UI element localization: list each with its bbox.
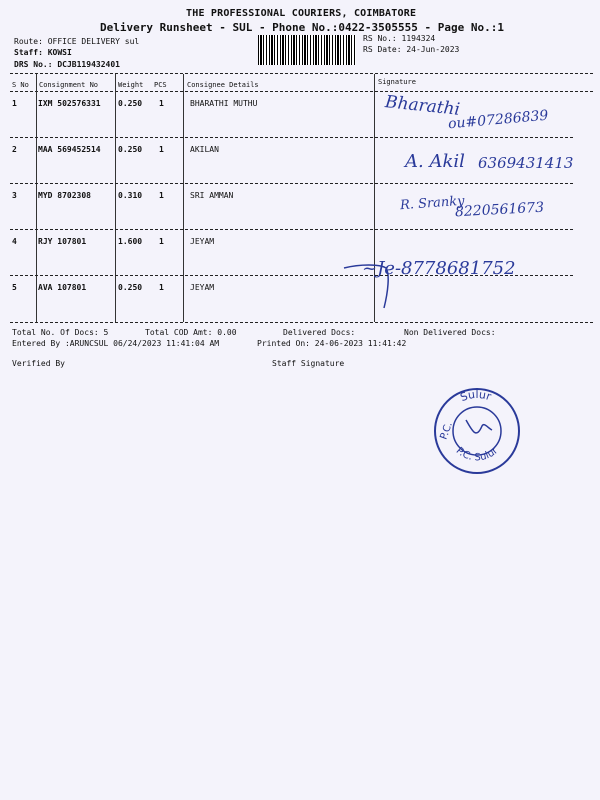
total-docs: Total No. Of Docs: 5 [12, 328, 109, 337]
col-header-signature: Signature [378, 78, 416, 86]
row-pcs: 1 [159, 99, 164, 108]
row-consignee: BHARATHI MUTHU [190, 99, 258, 108]
handwritten-signature: R. Sranky [399, 193, 465, 214]
verified-by-label: Verified By [12, 359, 65, 368]
row-weight: 0.250 [118, 99, 143, 108]
route-label: Route: OFFICE DELIVERY sul [14, 37, 140, 46]
row-divider [10, 183, 573, 184]
row-pcs: 1 [159, 191, 164, 200]
rs-date: RS Date: 24-Jun-2023 [363, 45, 460, 54]
row-consignee: JEYAM [190, 283, 215, 292]
row-sno: 1 [12, 99, 17, 108]
row-weight: 0.250 [118, 283, 143, 292]
row-consignee: SRI AMMAN [190, 191, 234, 200]
company-title: THE PROFESSIONAL COURIERS, COIMBATORE [186, 8, 417, 19]
pen-stroke [340, 262, 400, 312]
col-header-pcs: PCS [154, 81, 167, 89]
non-delivered-docs: Non Delivered Docs: [404, 328, 496, 337]
handwritten-phone: 6369431413 [478, 154, 574, 172]
col-header-sno: S No [12, 81, 29, 89]
col-header-consignee: Consignee Details [187, 81, 259, 89]
table-bottom-line [10, 322, 593, 323]
delivered-docs: Delivered Docs: [283, 328, 356, 337]
total-cod: Total COD Amt: 0.00 [145, 328, 237, 337]
row-sno: 4 [12, 237, 17, 246]
col-divider [115, 74, 116, 322]
row-sno: 3 [12, 191, 17, 200]
handwritten-signature: Bharathi [384, 92, 461, 120]
row-pcs: 1 [159, 283, 164, 292]
row-weight: 1.600 [118, 237, 143, 246]
row-consignee: JEYAM [190, 237, 215, 246]
col-divider [183, 74, 184, 322]
table-top-line [10, 73, 593, 74]
stamp-left-text: P.C. [438, 420, 455, 442]
row-divider [10, 137, 573, 138]
table-header-line [10, 91, 593, 92]
col-header-consignment: Consignment No [39, 81, 99, 89]
printed-on: Printed On: 24-06-2023 11:41:42 [257, 339, 407, 348]
row-consignment: MAA 569452514 [38, 145, 101, 154]
col-divider [36, 74, 37, 322]
row-consignment: AVA 107801 [38, 283, 87, 292]
stamp-bottom-text: P.C. Sulur [453, 445, 501, 464]
postal-stamp [432, 386, 522, 476]
stamp-top-text: Sulur [458, 387, 493, 405]
drs-number: DRS No.: DCJB119432401 [14, 60, 120, 69]
entered-by: Entered By :ARUNCSUL 06/24/2023 11:41:04 AM [12, 339, 220, 348]
stamp-scribble [466, 420, 492, 433]
handwritten-phone: 8220561673 [454, 199, 545, 221]
rs-number: RS No.: 1194324 [363, 34, 436, 43]
row-sno: 5 [12, 283, 17, 292]
row-divider [10, 229, 573, 230]
handwritten-signature: A. Akil [405, 151, 465, 172]
row-weight: 0.310 [118, 191, 143, 200]
handwritten-phone: ~Je-8778681752 [362, 258, 516, 279]
row-pcs: 1 [159, 237, 164, 246]
col-header-weight: Weight [118, 81, 144, 89]
row-sno: 2 [12, 145, 17, 154]
row-divider [10, 275, 573, 276]
row-consignment: MYD 8702308 [38, 191, 91, 200]
barcode [258, 35, 356, 65]
row-weight: 0.250 [118, 145, 143, 154]
row-consignee: AKILAN [190, 145, 219, 154]
row-consignment: RJY 107801 [38, 237, 87, 246]
staff-label: Staff: KOWSI [14, 48, 72, 57]
staff-signature-label: Staff Signature [272, 359, 345, 368]
row-pcs: 1 [159, 145, 164, 154]
row-consignment: IXM 502576331 [38, 99, 101, 108]
runsheet-title: Delivery Runsheet - SUL - Phone No.:0422-3505555 - Page No.:1 [100, 21, 504, 34]
handwritten-phone: ou#07286839 [447, 107, 549, 133]
